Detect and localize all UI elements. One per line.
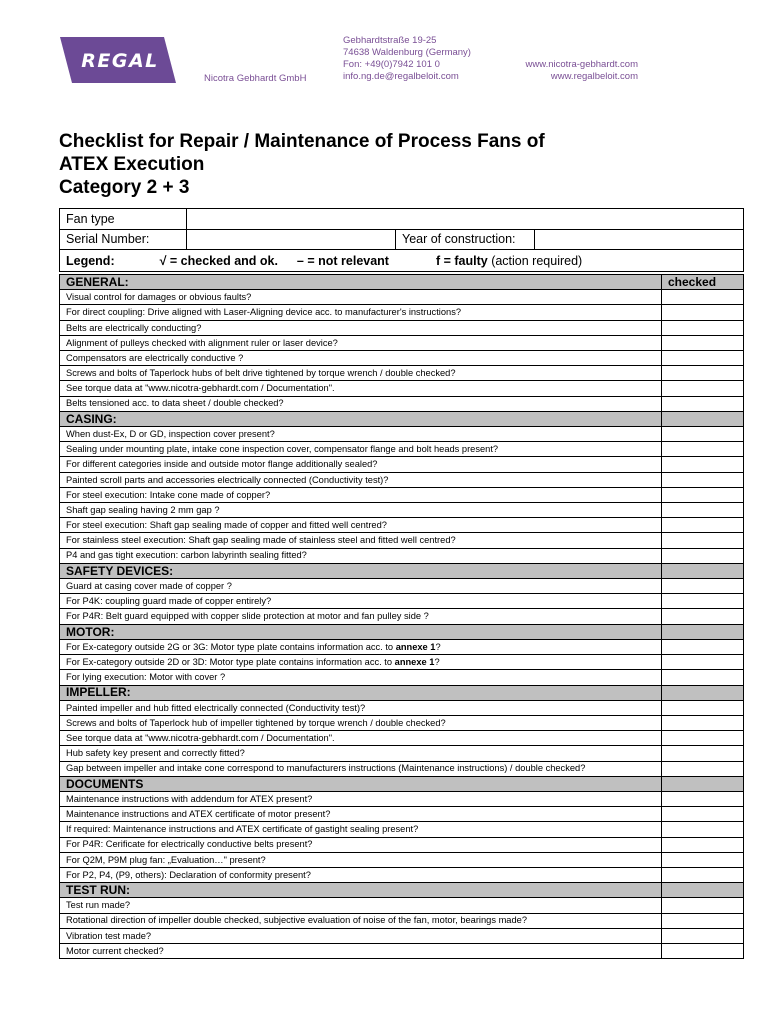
page-title	[59, 130, 545, 199]
section-header-row	[60, 624, 744, 639]
checklist-item: Maintenance instructions and ATEX certificate of motor present?	[60, 807, 662, 822]
section-header-row	[60, 275, 744, 290]
checklist-item: Screws and bolts of Taperlock hub of impeller tightened by torque wrench / double checked?	[60, 715, 662, 730]
address-line: info.ng.de@regalbeloit.com	[343, 71, 459, 82]
checklist-row	[60, 700, 744, 715]
checked-cell[interactable]	[662, 913, 744, 928]
checklist-row	[60, 807, 744, 822]
checklist-item: Painted scroll parts and accessories electrically connected (Conductivity test)?	[60, 472, 662, 487]
checked-cell[interactable]	[662, 928, 744, 943]
checklist-item: Motor current checked?	[60, 944, 662, 959]
checked-cell[interactable]	[662, 320, 744, 335]
checklist-row	[60, 594, 744, 609]
checklist-table	[59, 274, 744, 959]
section-header-row	[60, 776, 744, 791]
section-checked-cell	[662, 776, 744, 791]
checklist-item: For P2, P4, (P9, others): Declaration of conformity present?	[60, 867, 662, 882]
company-web	[505, 59, 638, 83]
year-label: Year of construction:	[396, 229, 535, 250]
checklist-item-part: For Ex-category outside 2G or 3G: Motor type plate contains information acc. to	[66, 641, 396, 652]
checked-cell[interactable]	[662, 609, 744, 624]
checklist-row	[60, 928, 744, 943]
checklist-row	[60, 427, 744, 442]
section-header-row	[60, 685, 744, 700]
checklist-row	[60, 867, 744, 882]
checked-cell[interactable]	[662, 700, 744, 715]
checked-cell[interactable]	[662, 822, 744, 837]
checklist-row	[60, 290, 744, 305]
legend-label: Legend:	[66, 253, 115, 268]
checklist-row	[60, 579, 744, 594]
section-title: CASING:	[60, 411, 662, 426]
checked-cell[interactable]	[662, 503, 744, 518]
checklist-row	[60, 761, 744, 776]
checklist-item: Shaft gap sealing having 2 mm gap ?	[60, 503, 662, 518]
checklist-item-part: annexe 1	[394, 656, 435, 667]
checklist-row	[60, 913, 744, 928]
checked-cell[interactable]	[662, 731, 744, 746]
checklist-item: Vibration test made?	[60, 928, 662, 943]
checked-cell[interactable]	[662, 335, 744, 350]
checklist-item-part: annexe 1	[395, 641, 436, 652]
checked-cell[interactable]	[662, 305, 744, 320]
legend-not-relevant: – = not relevant	[296, 253, 389, 268]
checklist-item: Alignment of pulleys checked with alignment ruler or laser device?	[60, 335, 662, 350]
checklist-row	[60, 396, 744, 411]
checklist-row	[60, 837, 744, 852]
serial-number-field[interactable]	[187, 229, 396, 250]
checklist-row	[60, 746, 744, 761]
checklist-item: Rotational direction of impeller double checked, subjective evaluation of noise of the fan, motor, bearings made?	[60, 913, 662, 928]
checked-cell[interactable]	[662, 518, 744, 533]
checklist-row	[60, 670, 744, 685]
legend-faulty: f = faulty	[435, 253, 488, 268]
checklist-row	[60, 487, 744, 502]
checklist-row	[60, 852, 744, 867]
checklist-item: For different categories inside and outside motor flange additionally sealed?	[60, 457, 662, 472]
checklist-row	[60, 792, 744, 807]
checklist-row	[60, 457, 744, 472]
title-line: Checklist for Repair / Maintenance of Process Fans of	[59, 131, 545, 152]
checklist-row	[60, 639, 744, 654]
legend-checked: √ = checked and ok.	[159, 253, 278, 268]
section-checked-cell	[662, 624, 744, 639]
checklist-item: Screws and bolts of Taperlock hubs of belt drive tightened by torque wrench / double checked?	[60, 366, 662, 381]
checklist-item: For lying execution: Motor with cover ?	[60, 670, 662, 685]
web-link[interactable]: www.nicotra-gebhardt.com	[525, 59, 638, 70]
checklist-item: Test run made?	[60, 898, 662, 913]
web-link[interactable]: www.regalbeloit.com	[550, 71, 638, 82]
checklist-item-part: ?	[434, 656, 440, 667]
checklist-item: For steel execution: Intake cone made of copper?	[60, 487, 662, 502]
checked-cell[interactable]	[662, 396, 744, 411]
section-header-row	[60, 411, 744, 426]
checklist-item: For P4K: coupling guard made of copper entirely?	[60, 594, 662, 609]
checked-cell[interactable]	[662, 792, 744, 807]
checklist-row	[60, 898, 744, 913]
checklist-row	[60, 335, 744, 350]
serial-number-label: Serial Number:	[60, 229, 187, 250]
address-line: 74638 Waldenburg (Germany)	[343, 47, 471, 58]
address-line: Fon: +49(0)7942 101 0	[343, 59, 440, 70]
checked-cell[interactable]	[662, 427, 744, 442]
section-header-row	[60, 883, 744, 898]
checked-cell[interactable]	[662, 944, 744, 959]
section-checked-cell	[662, 563, 744, 578]
checklist-item: When dust-Ex, D or GD, inspection cover present?	[60, 427, 662, 442]
checklist-row	[60, 305, 744, 320]
checked-cell[interactable]	[662, 594, 744, 609]
checklist-item: Guard at casing cover made of copper ?	[60, 579, 662, 594]
checklist-item: For P4R: Cerificate for electrically conductive belts present?	[60, 837, 662, 852]
checklist-row	[60, 822, 744, 837]
logo-text: REGAL	[81, 50, 159, 72]
legend	[60, 250, 744, 272]
fan-type-label: Fan type	[60, 209, 187, 230]
checked-cell[interactable]	[662, 898, 744, 913]
checklist-row	[60, 442, 744, 457]
checklist-row	[60, 609, 744, 624]
checklist-item-part: For Ex-category outside 2D or 3D: Motor type plate contains information acc. to	[66, 656, 395, 667]
section-checked-cell	[662, 411, 744, 426]
checked-cell[interactable]	[662, 351, 744, 366]
section-header-row	[60, 563, 744, 578]
checklist-row	[60, 351, 744, 366]
checked-cell[interactable]	[662, 442, 744, 457]
checked-cell[interactable]	[662, 867, 744, 882]
checked-cell[interactable]	[662, 366, 744, 381]
checklist-item	[60, 655, 662, 670]
checklist-item: If required: Maintenance instructions and ATEX certificate of gastight sealing present?	[60, 822, 662, 837]
checklist-item: Visual control for damages or obvious faults?	[60, 290, 662, 305]
checklist-row	[60, 320, 744, 335]
checked-cell[interactable]	[662, 487, 744, 502]
checklist-item: Sealing under mounting plate, intake cone inspection cover, compensator flange and bolt heads present?	[60, 442, 662, 457]
checklist-row	[60, 731, 744, 746]
checklist-item: Maintenance instructions with addendum for ATEX present?	[60, 792, 662, 807]
checked-column-header: checked	[662, 275, 744, 290]
section-title: IMPELLER:	[60, 685, 662, 700]
checklist-item: Painted impeller and hub fitted electrically connected (Conductivity test)?	[60, 700, 662, 715]
section-checked-cell	[662, 685, 744, 700]
section-checked-cell	[662, 883, 744, 898]
section-title: MOTOR:	[60, 624, 662, 639]
checklist-item: For direct coupling: Drive aligned with Laser-Aligning device acc. to manufacturer's instructions?	[60, 305, 662, 320]
checked-cell[interactable]	[662, 639, 744, 654]
checklist-item: See torque data at "www.nicotra-gebhardt.com / Documentation".	[60, 731, 662, 746]
checklist-item: For steel execution: Shaft gap sealing made of copper and fitted well centred?	[60, 518, 662, 533]
checklist-row	[60, 472, 744, 487]
checklist-row	[60, 548, 744, 563]
checked-cell[interactable]	[662, 381, 744, 396]
checked-cell[interactable]	[662, 852, 744, 867]
checked-cell[interactable]	[662, 807, 744, 822]
section-title: GENERAL:	[60, 275, 662, 290]
section-title: TEST RUN:	[60, 883, 662, 898]
checked-cell[interactable]	[662, 715, 744, 730]
checked-cell[interactable]	[662, 548, 744, 563]
section-title: SAFETY DEVICES:	[60, 563, 662, 578]
checklist-item: Belts are electrically conducting?	[60, 320, 662, 335]
checklist-item: Hub safety key present and correctly fitted?	[60, 746, 662, 761]
legend-faulty-note: (action required)	[491, 253, 583, 268]
checklist-item	[60, 639, 662, 654]
section-title: DOCUMENTS	[60, 776, 662, 791]
checklist-item: For Q2M, P9M plug fan: „Evaluation…" present?	[60, 852, 662, 867]
checklist-item: See torque data at "www.nicotra-gebhardt.com / Documentation".	[60, 381, 662, 396]
checklist-row	[60, 533, 744, 548]
checklist-item: Gap between impeller and intake cone correspond to manufacturers instructions (Maintenance instructions) / double checked?	[60, 761, 662, 776]
checklist-item-part: ?	[435, 641, 441, 652]
checked-cell[interactable]	[662, 837, 744, 852]
company-name: Nicotra Gebhardt GmbH	[204, 73, 307, 84]
checked-cell[interactable]	[662, 655, 744, 670]
title-line: ATEX Execution	[59, 154, 205, 175]
checklist-row	[60, 944, 744, 959]
checklist-item: For P4R: Belt guard equipped with copper slide protection at motor and fan pulley side ?	[60, 609, 662, 624]
checked-cell[interactable]	[662, 457, 744, 472]
checked-cell[interactable]	[662, 579, 744, 594]
fan-info-table	[59, 208, 744, 272]
checked-cell[interactable]	[662, 746, 744, 761]
checklist-row	[60, 518, 744, 533]
checklist-row	[60, 503, 744, 518]
year-field[interactable]	[535, 229, 744, 250]
checklist-item: P4 and gas tight execution: carbon labyrinth sealing fitted?	[60, 548, 662, 563]
checklist-row	[60, 381, 744, 396]
checklist-item: Compensators are electrically conductive ?	[60, 351, 662, 366]
checklist-item: For stainless steel execution: Shaft gap sealing made of stainless steel and fitted well centred?	[60, 533, 662, 548]
checked-cell[interactable]	[662, 533, 744, 548]
checklist-item: Belts tensioned acc. to data sheet / double checked?	[60, 396, 662, 411]
checked-cell[interactable]	[662, 472, 744, 487]
checklist-row	[60, 655, 744, 670]
company-address	[343, 35, 471, 83]
regal-logo	[60, 36, 178, 84]
checked-cell[interactable]	[662, 670, 744, 685]
checked-cell[interactable]	[662, 761, 744, 776]
title-line: Category 2 + 3	[59, 177, 190, 198]
address-line: Gebhardtstraße 19-25	[343, 35, 437, 46]
checklist-row	[60, 366, 744, 381]
checked-cell[interactable]	[662, 290, 744, 305]
fan-type-field[interactable]	[187, 209, 744, 230]
checklist-row	[60, 715, 744, 730]
